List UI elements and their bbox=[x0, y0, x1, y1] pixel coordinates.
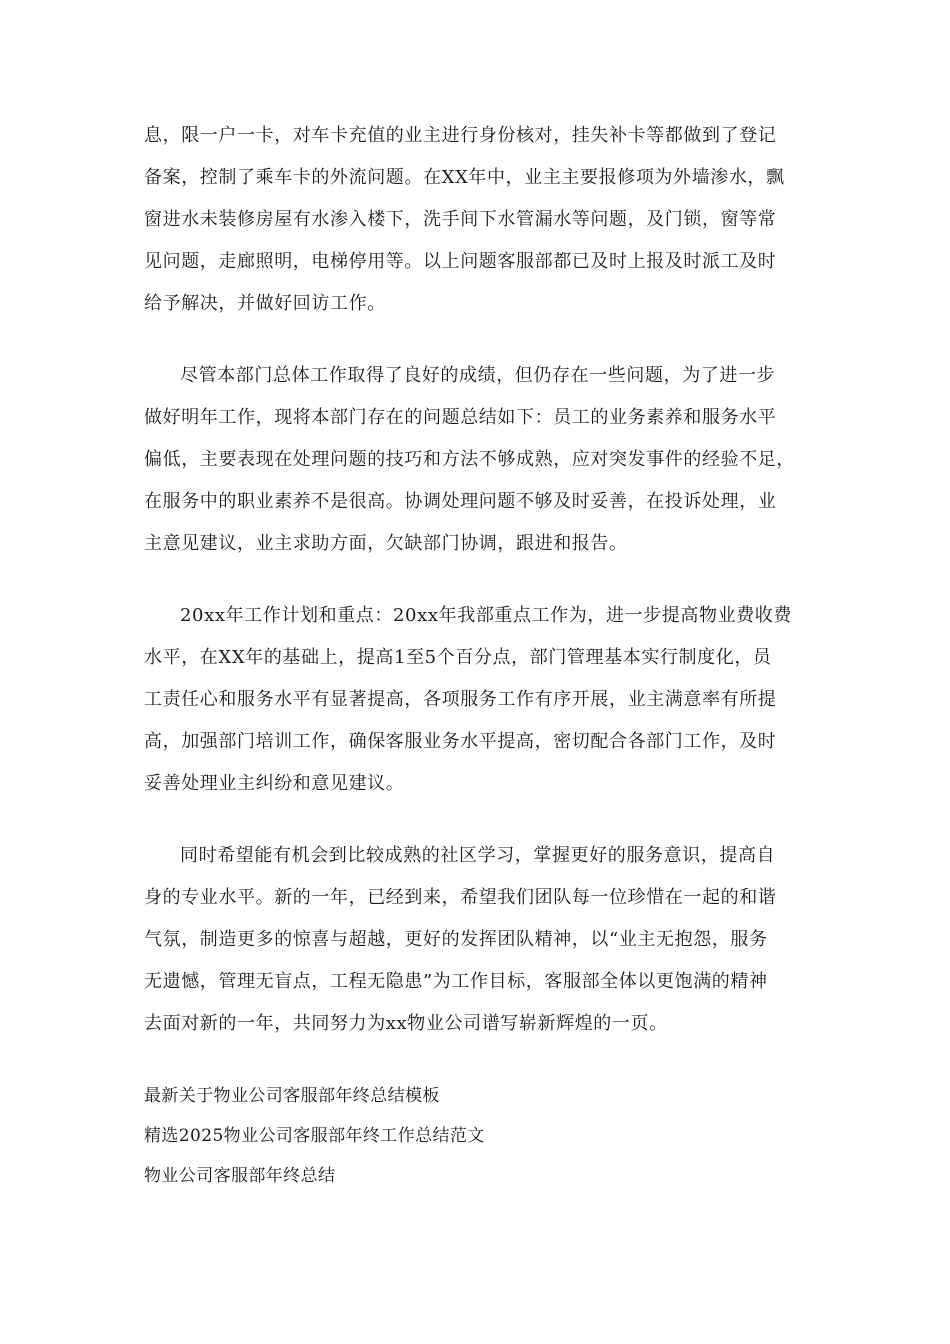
related-link[interactable]: 最新关于物业公司客服部年终总结模板 bbox=[144, 1086, 440, 1106]
paragraph-1-line-5: 给予解决，并做好回访工作。 bbox=[144, 293, 386, 314]
paragraph-4-line-1: 同时希望能有机会到比较成熟的社区学习，掌握更好的服务意识，提高自 bbox=[180, 845, 776, 866]
related-link[interactable]: 物业公司客服部年终总结 bbox=[144, 1166, 336, 1186]
paragraph-4-line-2: 身的专业水平。新的一年，已经到来，希望我们团队每一位珍惜在一起的和谐 bbox=[144, 887, 777, 908]
paragraph-2-line-4: 在服务中的职业素养不是很高。协调处理问题不够及时妥善，在投诉处理，业 bbox=[144, 491, 777, 512]
paragraph-2-line-3: 偏低，主要表现在处理问题的技巧和方法不够成熟，应对突发事件的经验不足， bbox=[144, 449, 795, 470]
paragraph-4-line-4: 无遗憾，管理无盲点，工程无隐患”为工作目标，客服部全体以更饱满的精神 bbox=[144, 971, 768, 992]
paragraph-3-line-5: 妥善处理业主纠纷和意见建议。 bbox=[144, 773, 405, 794]
paragraph-3-line-3: 工责任心和服务水平有显著提高，各项服务工作有序开展，业主满意率有所提 bbox=[144, 689, 777, 710]
paragraph-3-line-4: 高，加强部门培训工作，确保客服业务水平提高，密切配合各部门工作，及时 bbox=[144, 731, 777, 752]
paragraph-2-line-2: 做好明年工作，现将本部门存在的问题总结如下：员工的业务素养和服务水平 bbox=[144, 407, 777, 428]
paragraph-1-line-1: 息，限一户一卡，对车卡充值的业主进行身份核对，挂失补卡等都做到了登记 bbox=[144, 125, 777, 146]
paragraph-2-line-5: 主意见建议，业主求助方面，欠缺部门协调，跟进和报告。 bbox=[144, 533, 628, 554]
paragraph-3-line-2: 水平，在XX年的基础上，提高1至5个百分点，部门管理基本实行制度化，员 bbox=[144, 647, 772, 668]
paragraph-4-line-5: 去面对新的一年，共同努力为xx物业公司谱写崭新辉煌的一页。 bbox=[144, 1013, 668, 1034]
paragraph-3-line-1: 20xx年工作计划和重点：20xx年我部重点工作为，进一步提高物业费收费 bbox=[180, 605, 793, 626]
paragraph-4-line-3: 气氛，制造更多的惊喜与超越，更好的发挥团队精神，以“业主无抱怨，服务 bbox=[144, 929, 768, 950]
paragraph-1-line-4: 见问题，走廊照明，电梯停用等。以上问题客服部都已及时上报及时派工及时 bbox=[144, 251, 777, 272]
paragraph-1-line-2: 备案，控制了乘车卡的外流问题。在XX年中，业主主要报修项为外墙渗水，飘 bbox=[144, 167, 785, 188]
related-link[interactable]: 精选2025物业公司客服部年终工作总结范文 bbox=[144, 1126, 485, 1146]
paragraph-1-line-3: 窗进水未装修房屋有水渗入楼下，洗手间下水管漏水等问题，及门锁，窗等常 bbox=[144, 209, 777, 230]
paragraph-2-line-1: 尽管本部门总体工作取得了良好的成绩，但仍存在一些问题，为了进一步 bbox=[180, 365, 776, 386]
